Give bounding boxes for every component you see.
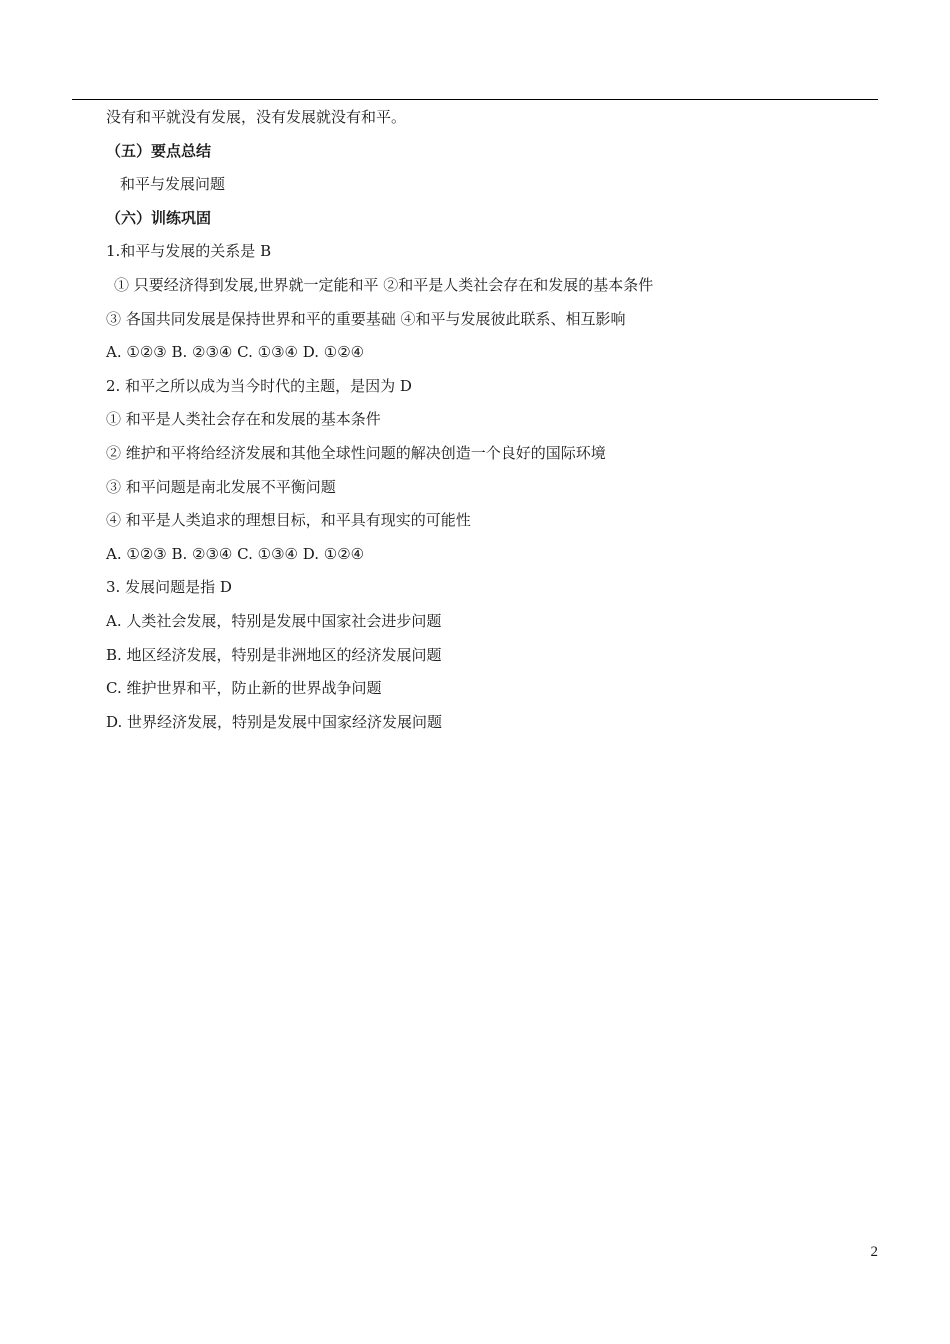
section-heading-exercises: （六）训练巩固 (106, 208, 212, 227)
text-line: 没有和平就没有发展，没有发展就没有和平。 (106, 108, 407, 126)
question-1-options: A. ①②③ B. ②③④ C. ①③④ D. ①②④ (106, 343, 365, 362)
text-line: 和平与发展问题 (120, 175, 226, 194)
question-2-statement: ② 维护和平将给经济发展和其他全球性问题的解决创造一个良好的国际环境 (106, 443, 606, 462)
section-heading-summary: （五）要点总结 (106, 141, 212, 160)
question-3-option: A. 人类社会发展，特别是发展中国家社会进步问题 (106, 611, 442, 630)
question-2-statement: ③ 和平问题是南北发展不平衡问题 (106, 477, 336, 496)
document-body (106, 101, 866, 739)
question-1-statements: ① 只要经济得到发展,世界就一定能和平 ②和平是人类社会存在和发展的基本条件 (114, 275, 654, 294)
header-rule (72, 99, 878, 100)
question-3-option: C. 维护世界和平，防止新的世界战争问题 (106, 679, 382, 698)
question-3-option: B. 地区经济发展，特别是非洲地区的经济发展问题 (106, 645, 442, 664)
page-number: 2 (870, 1244, 878, 1260)
question-3: 3. 发展问题是指 D (106, 578, 232, 597)
question-1: 1.和平与发展的关系是 B (106, 242, 272, 261)
question-1-statements: ③ 各国共同发展是保持世界和平的重要基础 ④和平与发展彼此联系、相互影响 (106, 309, 626, 328)
question-2-statement: ① 和平是人类社会存在和发展的基本条件 (106, 410, 381, 429)
question-2-statement: ④ 和平是人类追求的理想目标，和平具有现实的可能性 (106, 511, 471, 530)
question-2: 2. 和平之所以成为当今时代的主题，是因为 D (106, 376, 412, 395)
question-2-options: A. ①②③ B. ②③④ C. ①③④ D. ①②④ (106, 544, 365, 563)
question-3-option: D. 世界经济发展，特别是发展中国家经济发展问题 (106, 712, 443, 731)
